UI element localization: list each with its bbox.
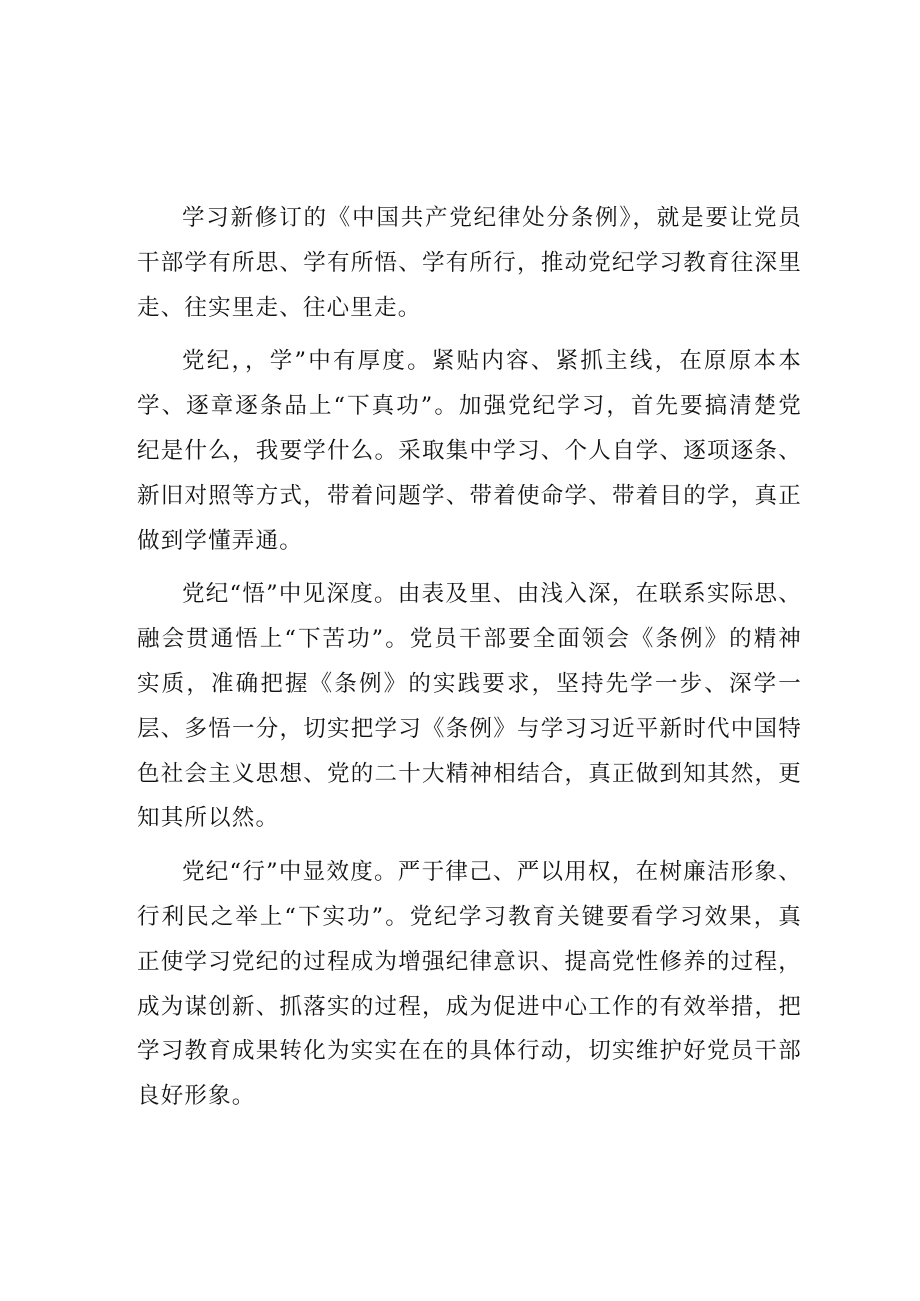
paragraph-intro: 学习新修订的《中国共产党纪律处分条例》，就是要让党员干部学有所思、学有所悟、学有所行，推动党纪学习教育往深里走、往实里走、往心里走。	[137, 205, 802, 321]
paragraph-study: 党纪，，学”中有厚度。紧贴内容、紧抓主线，在原原本本学、逐章逐条品上“下真功”。加强党纪学习，首先要搞清楚党纪是什么，我要学什么。采取集中学习、个人自学、逐项逐条、新旧对照等方式，带着问题学、带着使命学、带着目的学，真正做到学懂弄通。	[137, 348, 802, 554]
paragraph-understand: 党纪“悟”中见深度。由表及里、由浅入深，在联系实际思、融会贯通悟上“下苦功”。党员干部要全面领会《条例》的精神实质，准确把握《条例》的实践要求，坚持先学一步、深学一层、多悟一分，切实把学习《条例》与学习习近平新时代中国特色社会主义思想、党的二十大精神相结合，真正做到知其然，更知其所以然。	[137, 581, 802, 832]
paragraph-practice: 党纪“行”中显效度。严于律己、严以用权，在树廉洁形象、行利民之举上“下实功”。党纪学习教育关键要看学习效果，真正使学习党纪的过程成为增强纪律意识、提高党性修养的过程，成为谋创新、抓落实的过程，成为促进中心工作的有效举措，把学习教育成果转化为实实在在的具体行动，切实维护好党员干部良好形象。	[137, 859, 802, 1110]
document-body	[137, 196, 802, 1119]
